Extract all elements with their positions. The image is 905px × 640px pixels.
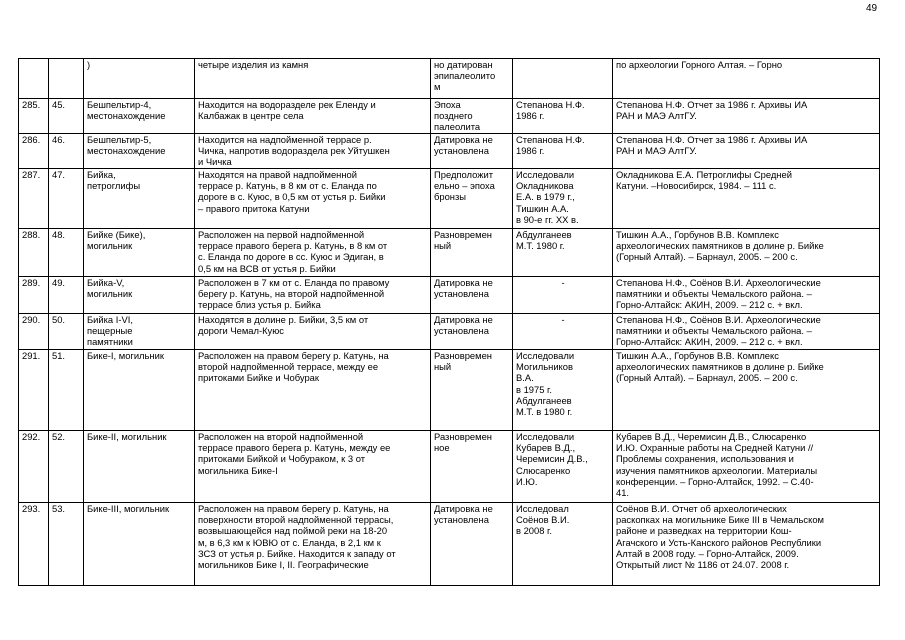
sub-number-cell: 51. [49, 350, 84, 431]
table-row [19, 59, 880, 99]
table-row [19, 350, 880, 431]
researchers-cell: Абдулганеев М.Т. 1980 г. [513, 229, 613, 277]
monument-name-cell: Бике-I, могильник [84, 350, 195, 431]
sub-number-cell [49, 59, 84, 99]
monument-name-cell: Бешпельтир-5, местонахождение [84, 134, 195, 169]
location-description-cell: Расположен на правом берегу р. Катунь, на второй надпойменной террасе, между ее притоками Бийке и Чобурак [195, 350, 431, 431]
dating-cell: Датировка не установлена [431, 314, 513, 350]
researchers-cell: Степанова Н.Ф. 1986 г. [513, 134, 613, 169]
row-number-cell: 292. [19, 431, 49, 503]
sub-number-cell: 46. [49, 134, 84, 169]
location-description-cell: Расположен на второй надпойменной террасе правого берега р. Катунь, между ее притоками Бийкой и Чобураком, к 3 от могильника Бике-I [195, 431, 431, 503]
table-row [19, 99, 880, 134]
location-description-cell: Находятся на правой надпойменной террасе р. Катунь, в 8 км от с. Еланда по дороге в с. Куюс, в 0,5 км от устья р. Бийки – правого притока Катуни [195, 169, 431, 229]
location-description-cell: четыре изделия из камня [195, 59, 431, 99]
table-row [19, 503, 880, 586]
dating-cell: Датировка не установлена [431, 277, 513, 314]
dating-cell: Датировка не установлена [431, 134, 513, 169]
table-row [19, 277, 880, 314]
researchers-cell [513, 59, 613, 99]
monument-name-cell: Бийка-V, могильник [84, 277, 195, 314]
row-number-cell: 286. [19, 134, 49, 169]
table-row [19, 229, 880, 277]
table-row [19, 134, 880, 169]
row-number-cell: 293. [19, 503, 49, 586]
dating-cell: Эпоха позднего палеолита [431, 99, 513, 134]
sources-cell: Степанова Н.Ф. Отчет за 1986 г. Архивы ИА РАН и МАЭ АлтГУ. [613, 134, 880, 169]
dating-cell: Разновремен ный [431, 229, 513, 277]
page-number: 49 [866, 3, 878, 14]
table-body [19, 59, 880, 586]
dating-cell: Разновремен ное [431, 431, 513, 503]
location-description-cell: Расположен на правом берегу р. Катунь, на поверхности второй надпойменной террасы, возвышающейся над поймой реки на 18-20 м, в 6,3 км к ЮВЮ от с. Еланда, в 2,1 км к ЗСЗ от устья р. Бийке. Находится к западу от могильников Бике I, II. Географические [195, 503, 431, 586]
sources-cell: Тишкин А.А., Горбунов В.В. Комплекс археологических памятников в долине р. Бийке (Горный Алтай). – Барнаул, 2005. – 200 с. [613, 229, 880, 277]
sources-cell: Степанова Н.Ф. Отчет за 1986 г. Архивы ИА РАН и МАЭ АлтГУ. [613, 99, 880, 134]
researchers-cell: Исследовали Окладникова Е.А. в 1979 г., Тишкин А.А. в 90-е гг. XX в. [513, 169, 613, 229]
location-description-cell: Находятся в долине р. Бийки, 3,5 км от дороги Чемал-Куюс [195, 314, 431, 350]
dating-cell: Предположит ельно – эпоха бронзы [431, 169, 513, 229]
sub-number-cell: 52. [49, 431, 84, 503]
location-description-cell: Находится на надпойменной террасе р. Чичка, напротив водораздела рек Уйтушкен и Чичка [195, 134, 431, 169]
sources-cell: Кубарев В.Д., Черемисин Д.В., Слюсаренко И.Ю. Охранные работы на Средней Катуни // Проблемы сохранения, использования и изучения памятников археологии. Материалы конференции. – Горно-Алтайск, 1992. – С.40- 41. [613, 431, 880, 503]
researchers-cell: - [513, 314, 613, 350]
monument-name-cell: Бийка I-VI, пещерные памятники [84, 314, 195, 350]
researchers-cell: - [513, 277, 613, 314]
sub-number-cell: 50. [49, 314, 84, 350]
sources-cell: Соёнов В.И. Отчет об археологических раскопках на могильнике Бике III в Чемальском районе и разведках на территории Кош- Агачского и Усть-Канского районов Республики Алтай в 2008 году. – Горно-Алтайск, 2009. Открытый лист № 1186 от 24.07. 2008 г. [613, 503, 880, 586]
sources-cell: Тишкин А.А., Горбунов В.В. Комплекс археологических памятников в долине р. Бийке (Горный Алтай). – Барнаул, 2005. – 200 с. [613, 350, 880, 431]
dating-cell: Датировка не установлена [431, 503, 513, 586]
sub-number-cell: 49. [49, 277, 84, 314]
row-number-cell: 289. [19, 277, 49, 314]
location-description-cell: Расположен на первой надпойменной террасе правого берега р. Катунь, в 8 км от с. Еланда по дороге в сс. Куюс и Эдиган, в 0,5 км на ВСВ от устья р. Бийки [195, 229, 431, 277]
researchers-cell: Степанова Н.Ф. 1986 г. [513, 99, 613, 134]
location-description-cell: Расположен в 7 км от с. Еланда по правому берегу р. Катунь, на второй надпойменной террасе близ устья р. Бийка [195, 277, 431, 314]
sources-cell: Окладникова Е.А. Петроглифы Средней Катуни. –Новосибирск, 1984. – 111 с. [613, 169, 880, 229]
monument-name-cell: Бийка, петроглифы [84, 169, 195, 229]
sub-number-cell: 45. [49, 99, 84, 134]
monuments-table [18, 58, 880, 586]
row-number-cell: 288. [19, 229, 49, 277]
sub-number-cell: 53. [49, 503, 84, 586]
row-number-cell: 285. [19, 99, 49, 134]
dating-cell: Разновремен ный [431, 350, 513, 431]
researchers-cell: Исследовал Соёнов В.И. в 2008 г. [513, 503, 613, 586]
table-row [19, 431, 880, 503]
sources-cell: Степанова Н.Ф., Соёнов В.И. Археологические памятники и объекты Чемальского района. – Горно-Алтайск: АКИН, 2009. – 212 с. + вкл. [613, 314, 880, 350]
researchers-cell: Исследовали Могильников В.А. в 1975 г. Абдулганеев М.Т. в 1980 г. [513, 350, 613, 431]
row-number-cell [19, 59, 49, 99]
sources-cell: по археологии Горного Алтая. – Горно [613, 59, 880, 99]
table-row [19, 169, 880, 229]
monument-name-cell: Бешпельтир-4, местонахождение [84, 99, 195, 134]
sources-cell: Степанова Н.Ф., Соёнов В.И. Археологические памятники и объекты Чемальского района. – Горно-Алтайск: АКИН, 2009. – 212 с. + вкл. [613, 277, 880, 314]
monument-name-cell: ) [84, 59, 195, 99]
researchers-cell: Исследовали Кубарев В.Д., Черемисин Д.В., Слюсаренко И.Ю. [513, 431, 613, 503]
sub-number-cell: 47. [49, 169, 84, 229]
table-row [19, 314, 880, 350]
row-number-cell: 287. [19, 169, 49, 229]
dating-cell: но датирован эпипалеолито м [431, 59, 513, 99]
location-description-cell: Находится на водоразделе рек Еленду и Калбажак в центре села [195, 99, 431, 134]
monument-name-cell: Бике-II, могильник [84, 431, 195, 503]
sub-number-cell: 48. [49, 229, 84, 277]
monument-name-cell: Бийке (Бике), могильник [84, 229, 195, 277]
row-number-cell: 290. [19, 314, 49, 350]
row-number-cell: 291. [19, 350, 49, 431]
monument-name-cell: Бике-III, могильник [84, 503, 195, 586]
